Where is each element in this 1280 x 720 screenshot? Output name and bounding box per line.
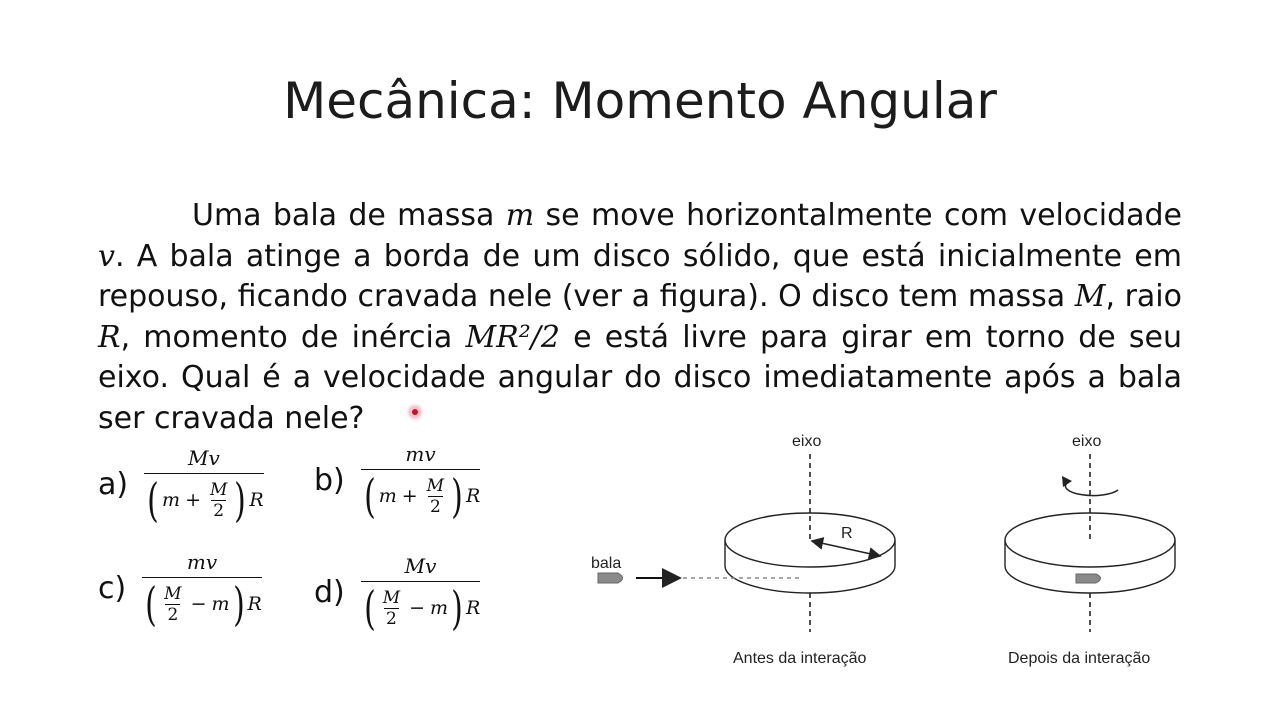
den-term-2: m <box>211 593 230 615</box>
fraction-numerator: mv <box>186 550 218 574</box>
problem-text-5: , momento de inércia <box>120 319 466 355</box>
radius-label: R <box>841 525 853 542</box>
caption-after: Depois da interação <box>1008 650 1151 667</box>
option-b[interactable] <box>314 442 481 523</box>
problem-text-4: , raio <box>1105 279 1182 314</box>
answer-fraction <box>142 550 262 631</box>
left-paren: ( <box>363 581 376 635</box>
small-frac-num: M <box>210 479 228 500</box>
caption-before: Antes da interação <box>733 650 867 667</box>
right-paren: ) <box>232 577 245 631</box>
axis-label-before: eixo <box>792 433 822 450</box>
den-small-fraction <box>163 584 182 625</box>
var-m: m <box>505 198 535 233</box>
problem-text-6: e está livre para girar em torno de seu eixo. Qual é a velocidade angular do disco imediatamente após a bala ser cravada nele? <box>98 319 1183 436</box>
bullet-label: bala <box>591 555 622 572</box>
den-tail: R <box>466 485 481 507</box>
small-frac-num: M <box>426 475 445 496</box>
den-tail: R <box>247 593 262 615</box>
den-operator: + <box>401 485 418 507</box>
rotation-arrow-icon <box>1062 476 1072 487</box>
fraction-numerator: Mv <box>188 446 220 470</box>
den-tail: R <box>249 489 264 511</box>
den-operator: − <box>409 597 426 619</box>
den-operator: + <box>185 489 201 511</box>
den-small-fraction <box>209 480 228 521</box>
answer-fraction <box>361 442 481 523</box>
den-small-fraction <box>426 476 445 517</box>
option-label: a) <box>98 467 129 502</box>
problem-text-1: Uma bala de massa <box>192 198 506 233</box>
disk-before <box>725 433 895 667</box>
option-label: d) <box>314 575 345 610</box>
den-term-1: m <box>162 489 181 511</box>
fraction-denominator <box>142 577 262 631</box>
moment-of-inertia: MR²/2 <box>465 319 560 355</box>
small-frac-den: 2 <box>429 496 441 517</box>
axis-label-after: eixo <box>1072 433 1102 450</box>
fraction-denominator <box>361 469 481 523</box>
option-label: c) <box>98 571 127 606</box>
bullet-icon <box>598 573 623 583</box>
den-term-1: m <box>378 485 397 507</box>
option-d[interactable] <box>314 554 481 635</box>
problem-text-3: . A bala atinge a borda de um disco sólido, que está inicialmente em repouso, ficando cravada nele (ver a figura). O disco tem massa <box>98 238 1182 314</box>
answer-fraction <box>361 554 481 635</box>
laser-pointer-icon <box>409 406 421 418</box>
den-tail: R <box>466 597 481 619</box>
option-c[interactable] <box>98 550 262 631</box>
left-paren: ( <box>147 473 159 527</box>
var-M: M <box>1074 279 1106 314</box>
problem-text-2: se move horizontalmente com velocidade <box>534 198 1182 233</box>
den-small-fraction <box>382 588 401 629</box>
den-term-2: m <box>430 597 449 619</box>
right-paren: ) <box>451 581 463 635</box>
option-label: b) <box>314 463 345 498</box>
small-frac-num: M <box>382 587 401 608</box>
small-frac-den: 2 <box>167 604 179 625</box>
small-frac-num: M <box>164 583 182 604</box>
disk-bullet-figure <box>580 420 1200 680</box>
den-operator: − <box>190 593 207 615</box>
problem-statement <box>98 196 1182 439</box>
slide-title: Mecânica: Momento Angular <box>283 72 997 130</box>
right-paren: ) <box>451 469 463 523</box>
small-frac-den: 2 <box>386 608 397 629</box>
left-paren: ( <box>145 577 158 631</box>
answer-fraction <box>144 446 264 527</box>
right-paren: ) <box>234 473 247 527</box>
left-paren: ( <box>363 469 376 523</box>
var-R: R <box>98 319 121 355</box>
small-frac-den: 2 <box>213 500 225 521</box>
fraction-numerator: Mv <box>404 554 437 578</box>
fraction-denominator <box>361 581 481 635</box>
var-v: v <box>98 238 115 274</box>
rotation-arc <box>1065 482 1118 496</box>
option-a[interactable] <box>98 446 264 527</box>
embedded-bullet-icon <box>1076 574 1101 583</box>
fraction-denominator <box>144 473 264 527</box>
disk-after <box>1005 433 1175 667</box>
fraction-numerator: mv <box>405 442 436 466</box>
